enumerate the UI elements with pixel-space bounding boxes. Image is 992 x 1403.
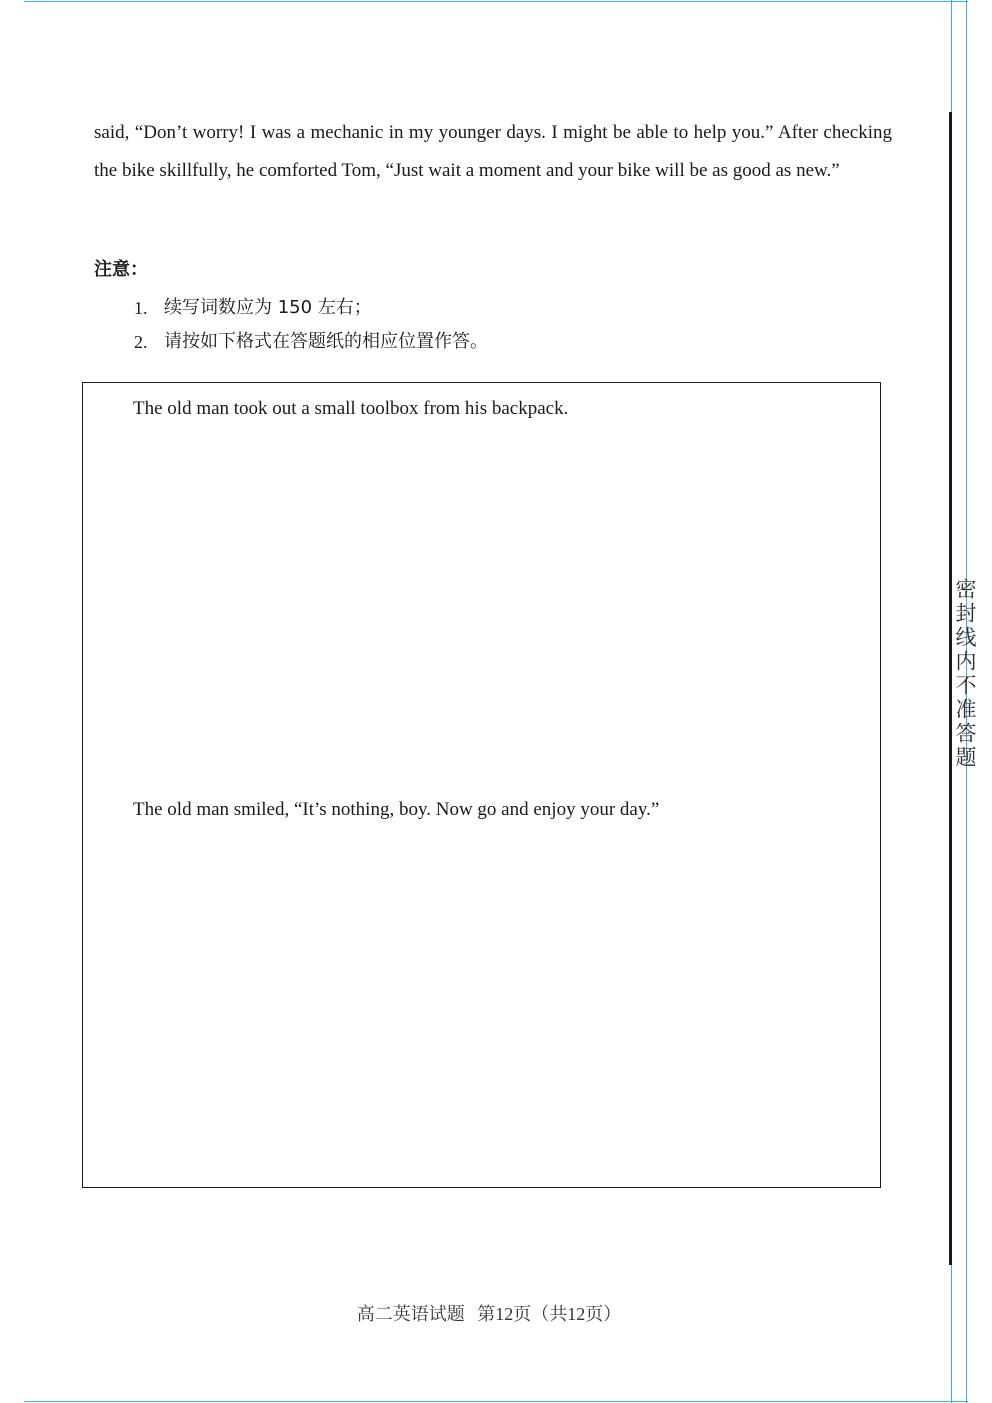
- note-item: [134, 294, 794, 322]
- note-text: 续写词数应为 150 左右；: [164, 297, 372, 318]
- footer-page-number: 第12页（共12页）: [477, 1304, 622, 1324]
- notes-section: [94, 256, 794, 362]
- note-number: 2.: [134, 332, 148, 352]
- seal-line-lower: [951, 1265, 952, 1403]
- answer-box: [82, 382, 881, 1188]
- note-item: [134, 328, 794, 356]
- notes-title: 注意：: [94, 259, 148, 280]
- continuation-prompt-2: The old man smiled, “It’s nothing, boy. Now go and enjoy your day.”: [133, 799, 660, 820]
- top-border-line: [24, 1, 968, 2]
- seal-line-notice: 密封线内不准答题: [953, 578, 977, 770]
- footer-title: 高二英语试题: [356, 1304, 465, 1324]
- continuation-prompt-1: The old man took out a small toolbox from his backpack.: [133, 398, 569, 419]
- note-number: 1.: [134, 298, 148, 318]
- bottom-border-line: [24, 1401, 968, 1402]
- passage-text: said, “Don’t worry! I was a mechanic in my younger days. I might be able to help you.” After checking the bike skillfully, he comforted Tom, “Just wait a moment and your bike will be as good as new.”: [94, 122, 892, 181]
- page-footer: [0, 1300, 978, 1326]
- note-text: 请按如下格式在答题纸的相应位置作答。: [164, 331, 488, 352]
- seal-line-upper: [951, 0, 952, 112]
